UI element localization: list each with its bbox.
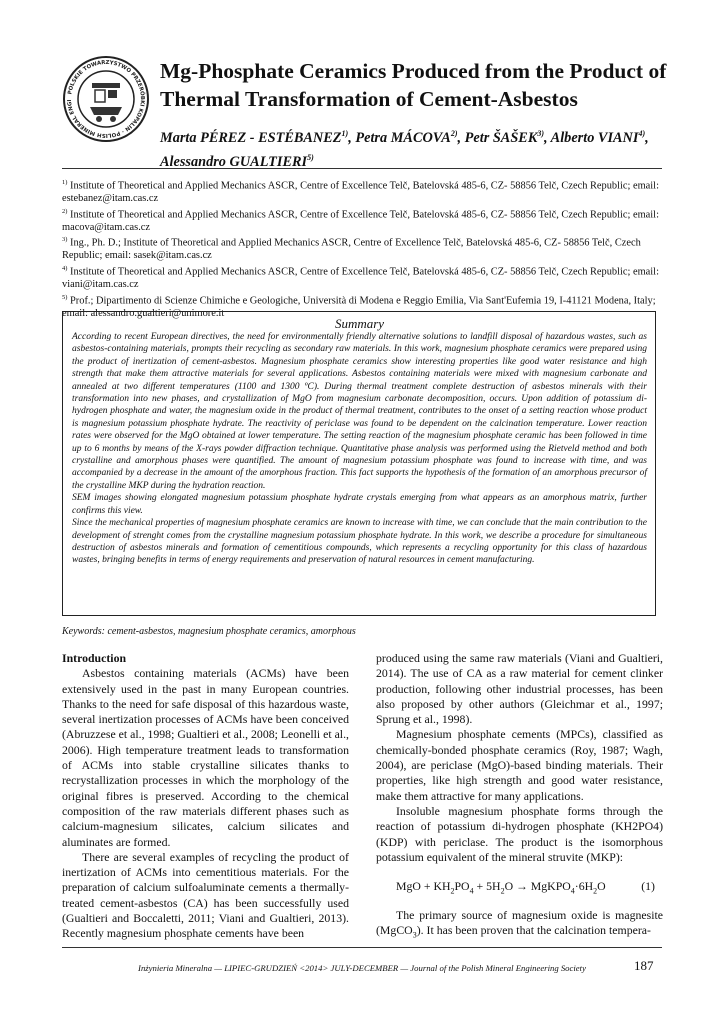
section-heading: Introduction [62, 651, 127, 665]
author: Petr ŠAŠEK$^{3)}$, [464, 129, 551, 146]
summary-box [62, 311, 656, 616]
keywords: Keywords: cement-asbestos, magnesium phosphate ceramics, amorphous [62, 626, 356, 637]
affiliation: $^{3)}$ Ing., Ph. D.; Institute of Theoretical and Applied Mechanics ASCR, Centre of Excellence Telč, Batelovská 485-6, CZ- 58856 Telč, Czech Republic; email: sasek@itam.cas.cz [62, 236, 641, 262]
summary-paragraph: Since the mechanical properties of magnesium phosphate ceramics are known to increase with time, we can conclude that the main contribution to the development of strenght comes from the crystalline magnesium potassium phosphate hydrate. In this work, we describe a procedure for simultaneous destruction of asbestos minerals and formation of cementitious compounds, which represents a recycling opportunity for this class of hazardous wastes, bringing benefits in terms of energy requirements and preservation of natural resources in cement manufacturing. [72, 518, 647, 566]
summary-title: Summary [334, 316, 385, 331]
left-column [62, 651, 349, 942]
affiliation: $^{5)}$ Prof.; Dipartimento di Scienze Chimiche e Geologiche, Università di Modena e Reggio Emilia, Via Sant'Eufemia 19, I-41121 Modena, Italy; email: alessandro.gualtieri@unimore.it [62, 293, 656, 319]
author-list [160, 124, 680, 172]
author: Marta PÉREZ - ESTÉBANEZ$^{1)}$, [160, 129, 356, 146]
right-column [376, 651, 663, 943]
footer-divider [62, 947, 662, 948]
body-paragraph: produced using the same raw materials (Viani and Gualtieri, 2014). The use of CA as a raw material for cement clinker production, following other industrial processes, has been also proposed by other authors (Gleichmar et al., 1997; Sprung et al., 1998). [376, 651, 663, 727]
society-logo [62, 55, 150, 143]
body-paragraph: Insoluble magnesium phosphate forms through the reaction of potassium di-hydrogen phosphate (KH2PO4) (KDP) with periclase. The product is the isomorphous potassium equivalent of the mineral struvite (MKP): [376, 803, 663, 864]
equation-number: (1) [641, 879, 655, 894]
affiliation: $^{2)}$ Institute of Theoretical and Applied Mechanics ASCR, Centre of Excellence Telč, Batelovská 485-6, CZ- 58856 Telč, Czech Republic; email: macova@itam.cas.cz [62, 207, 659, 233]
affiliation: $^{1)}$ Institute of Theoretical and Applied Mechanics ASCR, Centre of Excellence Telč, Batelovská 485-6, CZ- 58856 Telč, Czech Republic; email: estebanez@itam.cas.cz [62, 179, 659, 205]
summary-paragraph: SEM images showing elongated magnesium potassium phosphate hydrate crystals emerging from what appears as an amorphous matrix, further confirms this view. [72, 493, 647, 516]
equation [376, 877, 663, 895]
header-divider [62, 168, 662, 169]
paper-title: Mg-Phosphate Ceramics Produced from the Product of Thermal Transformation of Cement-Asbestos [160, 59, 667, 111]
body-paragraph: Magnesium phosphate cements (MPCs), classified as chemically-bonded phosphate ceramics (Roy, 1987; Wagh, 2004), are periclase (MgO)-based binding materials. Their properties, like high strength and good water resistance, make them attractive for many applications. [376, 727, 663, 803]
summary-paragraph: According to recent European directives, the need for environmentally friendly alternative solutions to landfill disposal of hazardous wastes, such as asbestos-containing materials, prompts their recycling as secondary raw materials. In this work, magnesium phosphate ceramics were prepared using the product of inertization of cement-asbestos. Magnesium phosphate ceramics show interesting properties like good water resistance and high strength that make them attractive materials for several applications. Asbestos containing materials were mixed with magnesium carbonate and annealed at two different temperatures (1100 and 1300 ºC). During thermal treatment complete destruction of asbestos minerals with their transformation into new phases, and crystallization of MgO from magnesium carbonate decomposition, occurs. Upon addition of potassium di-hydrogen phosphate and water, the magnesium oxide in the product of thermal treatment, contributes to the onset of a setting reaction whose product is magnesium potassium phosphate hydrate. The reactivity of periclase was found to be dependent on the calcination temperature. Lower reaction rates were observed for the MgO obtained at lower temperature. The setting reaction of the magnesium phosphate ceramic has been followed in time up to 6 months by means of the X-rays powder diffraction technique. Quantitative phase analysis was performed using the Rietveld method and both crystalline and amorphous phases were quantified. The amount of magnesium potassium phosphate was found to increase with time, and was accompanied by a decrease in the amount of the amorphous fraction. This fact supports the hypothesis of the formation of an amorphous precursor of the crystalline MKP during the hydration reaction. [72, 332, 647, 491]
author: Alberto VIANI$^{4)}$, [550, 129, 649, 146]
body-paragraph: Asbestos containing materials (ACMs) have been extensively used in the past in many European countries. Thanks to the need for safe disposal of this hazardous waste, several inertization processes of ACMs have been conceived (Abruzzese et al., 1998; Gualtieri et al., 2008; Leonelli et al., 2006). High temperature treatment leads to transformation of ACMs into stable crystalline silicates thanks to recrystallization processes in which the morphology of the original fibres is preserved. According to the chemical composition of the raw materials different phases such as calcium-magnesium silicates, calcium silicates and aluminates are formed. [62, 666, 349, 849]
author: Alessandro GUALTIERI$^{5)}$ [160, 152, 314, 170]
affiliations [62, 177, 660, 320]
journal-footer: Inżynieria Mineralna — LIPIEC-GRUDZIEŃ <2014> JULY-DECEMBER — Journal of the Polish Mineral Engineering Society [138, 963, 586, 973]
affiliation: $^{4)}$ Institute of Theoretical and Applied Mechanics ASCR, Centre of Excellence Telč, Batelovská 485-6, CZ- 58856 Telč, Czech Republic; email: viani@itam.cas.cz [62, 264, 659, 291]
logo-text: POLSKIE TOWARZYSTWO PRZERÓBKI KOPALIN · POLISH MINERAL ENGI [66, 59, 146, 139]
body-paragraph: There are several examples of recycling the product of inertization of ACMs into cementitious materials. For the preparation of calcium sulfoaluminate cements a thermally-treated cement-asbestos (CA) has been successfully used (Gualtieri and Boccaletti, 2011; Viani and Gualtieri, 2013). Recently magnesium phosphate cements have been [62, 849, 349, 941]
body-paragraph: The primary source of magnesium oxide is magnesite (MgCO$_3$). It has been proven that the calcination tempera- [376, 908, 663, 940]
author: Petra MÁCOVA$^{2)}$, [355, 129, 465, 146]
equation-formula: MgO + $KH_2PO_4 + 5H_2O$ → $MgKPO_4\cdot 6H_2O$ [396, 879, 606, 896]
page-number: 187 [634, 958, 654, 973]
